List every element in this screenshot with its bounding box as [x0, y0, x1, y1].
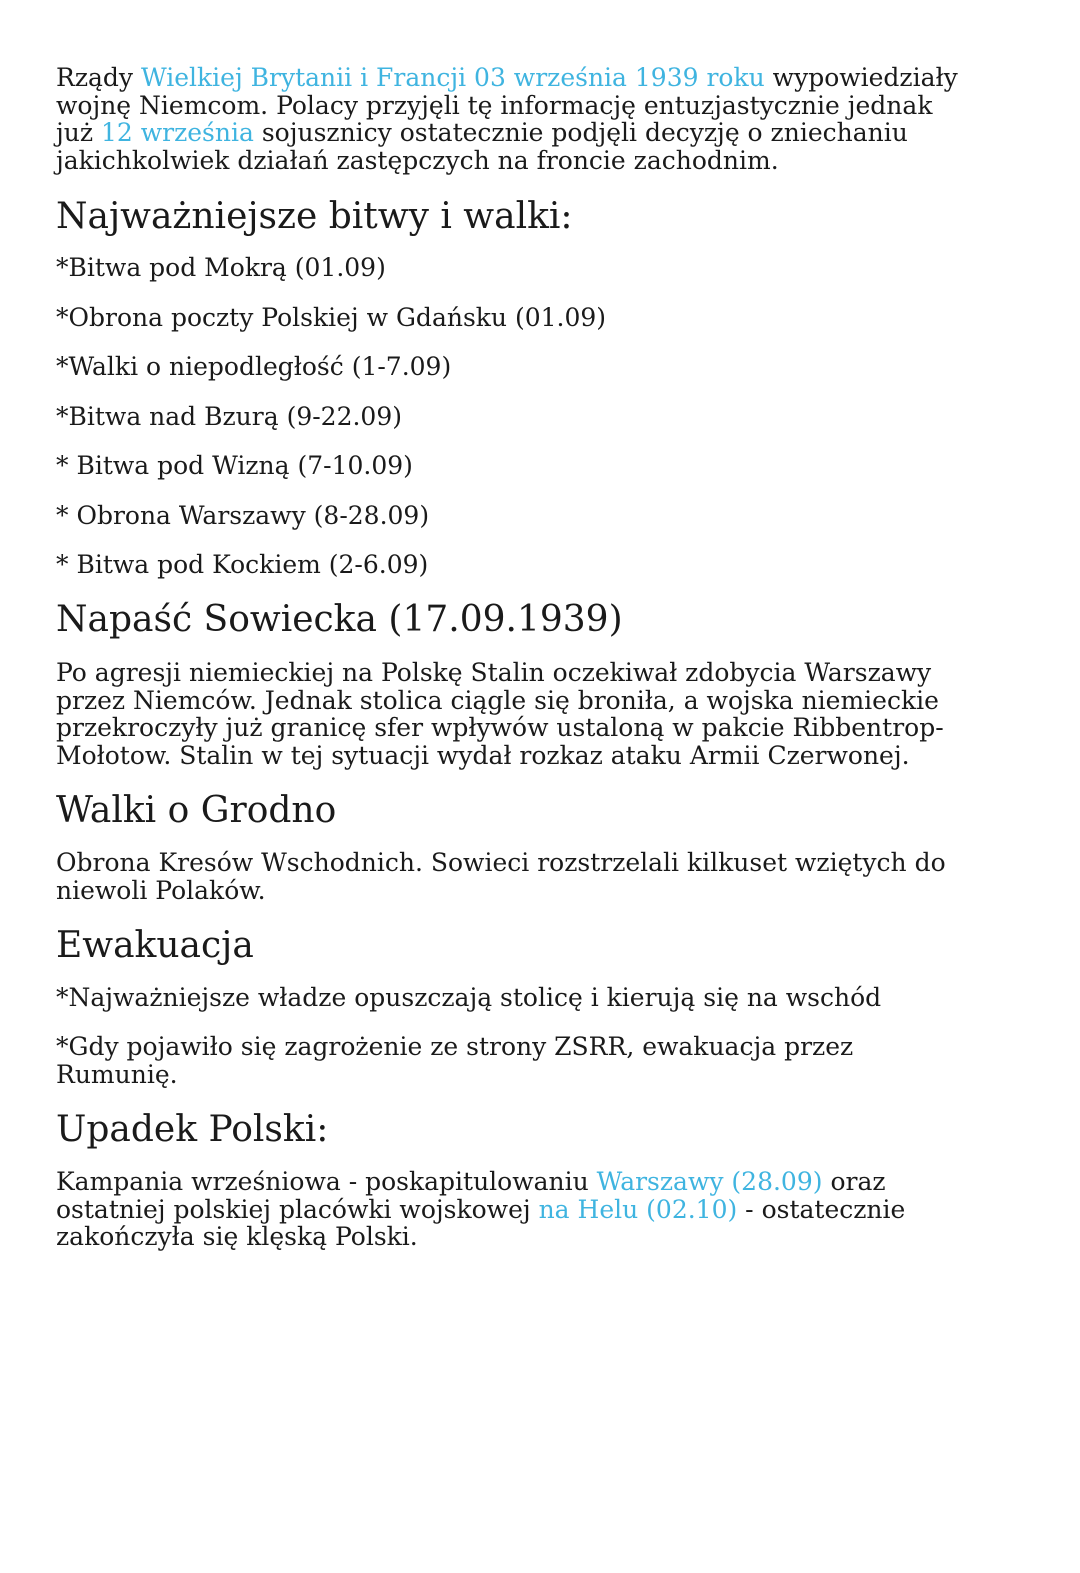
- text: sojusznicy ostatecznie podjęli decyzję o zniechaniu: [253, 118, 908, 147]
- fall-paragraph: [56, 1168, 905, 1251]
- text: ostatniej polskiej placówki wojskowej: [56, 1194, 539, 1224]
- highlight: na Helu (02.10): [538, 1194, 738, 1224]
- text: niewoli Polaków.: [56, 875, 266, 905]
- battle-item: * Obrona Warszawy (8-28.09): [56, 501, 430, 530]
- text: *Gdy pojawiło się zagrożenie ze strony ZSRR, ewakuacja przez: [56, 1032, 854, 1061]
- text: Rządy: [56, 63, 141, 92]
- text: oraz: [822, 1167, 886, 1196]
- highlight: 12 września: [100, 118, 254, 147]
- text: Kampania wrześniowa - poskapitulowaniu: [56, 1167, 597, 1196]
- text: - ostatecznie: [737, 1194, 906, 1224]
- text: zakończyła się klęską Polski.: [56, 1222, 418, 1251]
- text: wojnę Niemcom. Polacy przyjęli tę informację entuzjastycznie jednak: [56, 90, 933, 120]
- grodno-paragraph: [56, 849, 946, 904]
- soviet-heading: Napaść Sowiecka (17.09.1939): [56, 599, 623, 640]
- battle-item: *Bitwa nad Bzurą (9-22.09): [56, 402, 402, 431]
- text: już: [56, 118, 101, 147]
- text: jakichkolwiek działań zastępczych na froncie zachodnim.: [56, 145, 779, 175]
- battle-item: *Obrona poczty Polskiej w Gdańsku (01.09): [56, 303, 607, 332]
- text: Mołotow. Stalin w tej sytuacji wydał rozkaz ataku Armii Czerwonej.: [56, 740, 910, 770]
- evacuation-item: *Najważniejsze władze opuszczają stolicę i kierują się na wschód: [56, 983, 882, 1012]
- text: przez Niemców. Jednak stolica ciągle się broniła, a wojska niemieckie: [56, 685, 939, 715]
- evacuation-heading: Ewakuacja: [56, 925, 254, 966]
- soviet-paragraph: [56, 659, 944, 769]
- battle-item: *Walki o niepodległość (1-7.09): [56, 352, 452, 381]
- fall-heading: Upadek Polski:: [56, 1109, 329, 1150]
- battle-item: * Bitwa pod Kockiem (2-6.09): [56, 550, 429, 579]
- text: wypowiedziały: [764, 63, 958, 92]
- evacuation-item: [56, 1033, 853, 1088]
- grodno-heading: Walki o Grodno: [56, 790, 337, 831]
- text: Po agresji niemieckiej na Polskę Stalin oczekiwał zdobycia Warszawy: [56, 658, 932, 687]
- intro-paragraph: [56, 64, 958, 174]
- battles-heading: Najważniejsze bitwy i walki:: [56, 196, 573, 237]
- highlight: Wielkiej Brytanii i Francji 03 września 1939 roku: [140, 63, 765, 92]
- battle-item: *Bitwa pod Mokrą (01.09): [56, 253, 386, 282]
- highlight: Warszawy (28.09): [596, 1167, 823, 1196]
- text: Obrona Kresów Wschodnich. Sowieci rozstrzelali kilkuset wziętych do: [56, 848, 946, 877]
- text: przekroczyły już granicę sfer wpływów ustaloną w pakcie Ribbentrop-: [56, 713, 944, 742]
- text: Rumunię.: [56, 1059, 178, 1089]
- battle-item: * Bitwa pod Wizną (7-10.09): [56, 451, 413, 480]
